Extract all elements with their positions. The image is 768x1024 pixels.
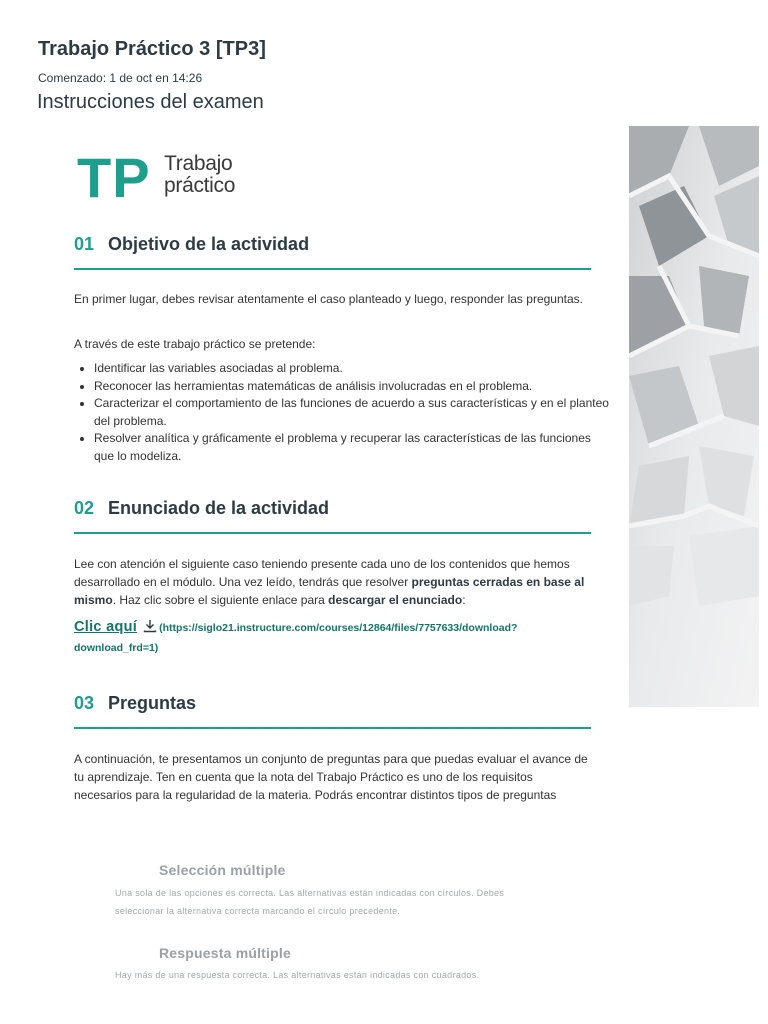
- paragraph: En primer lugar, debes revisar atentamente el caso planteado y luego, responder las preguntas.: [74, 292, 583, 306]
- section-header-enunciado: [74, 498, 591, 534]
- section-title: Objetivo de la actividad: [108, 234, 310, 254]
- section-title: Preguntas: [108, 693, 197, 713]
- tp-logo: [77, 148, 377, 208]
- list-item: • Identificar las variables asociadas al problema.: [94, 360, 611, 378]
- question-type-title: Selección múltiple: [159, 862, 286, 878]
- question-type-description: Hay más de una respuesta correcta. Las alternativas están indicadas con cuadrados.: [115, 970, 480, 980]
- text-run: Lee con atención el siguiente caso teniendo presente cada uno de los contenidos que hemos desarrollado en el módulo. Una vez leído, tendrás que resolver: [74, 557, 570, 589]
- section-number: 02: [74, 498, 95, 518]
- instructions-title: Instrucciones del examen: [37, 91, 264, 113]
- section-header-preguntas: [74, 693, 591, 729]
- download-url[interactable]: (https://siglo21.instructure.com/courses/12864/files/7757633/download?download_frd=1): [74, 622, 518, 654]
- text-run: . Haz clic sobre el siguiente enlace para: [112, 593, 329, 607]
- download-icon[interactable]: [143, 619, 157, 633]
- paragraph: A continuación, te presentamos un conjunto de preguntas para que puedas evaluar el avance de tu aprendizaje. Ten en cuenta que la nota del Trabajo Práctico es uno de los requisitos necesarios para la regularidad de la materia. Podrás encontrar distintos tipos de preguntas: [74, 752, 588, 802]
- section-number: 01: [74, 234, 95, 254]
- section-number: 03: [74, 693, 95, 713]
- list-item: • Resolver analítica y gráficamente el problema y recuperar las características de las funciones que lo modeliza.: [94, 430, 611, 465]
- list-item: • Reconocer las herramientas matemáticas de análisis involucradas en el problema.: [94, 378, 611, 396]
- page-title: Trabajo Práctico 3 [TP3]: [38, 38, 266, 60]
- started-timestamp: Comenzado: 1 de oct en 14:26: [38, 71, 203, 85]
- logo-word-line2: práctico: [164, 174, 236, 197]
- paragraph: A través de este trabajo práctico se pretende:: [74, 337, 316, 351]
- question-type-title: Respuesta múltiple: [159, 945, 291, 961]
- logo-word: [164, 153, 235, 197]
- text-run: :: [462, 593, 466, 607]
- enunciado-paragraph: [74, 555, 591, 609]
- objectives-list: [74, 360, 611, 465]
- bold-text: preguntas cerradas en base al mismo: [74, 575, 585, 607]
- section-title: Enunciado de la actividad: [108, 498, 330, 518]
- bold-text: descargar el enunciado: [328, 593, 463, 607]
- download-link-line: [74, 618, 591, 658]
- question-type-description: Una sola de las opciones es correcta. Las alternativas están indicadas con círculos. Debes seleccionar la alternativa correcta marcando el círculo precedente.: [115, 888, 505, 916]
- list-item: • Caracterizar el comportamiento de las funciones de acuerdo a sus características y en el planteo del problema.: [94, 395, 611, 430]
- logo-mark: TP: [77, 146, 151, 209]
- logo-word-line1: Trabajo: [164, 152, 233, 175]
- section-header-objetivo: [74, 234, 591, 270]
- decorative-architecture-image: [629, 126, 759, 707]
- download-link[interactable]: Clic aquí: [74, 619, 138, 635]
